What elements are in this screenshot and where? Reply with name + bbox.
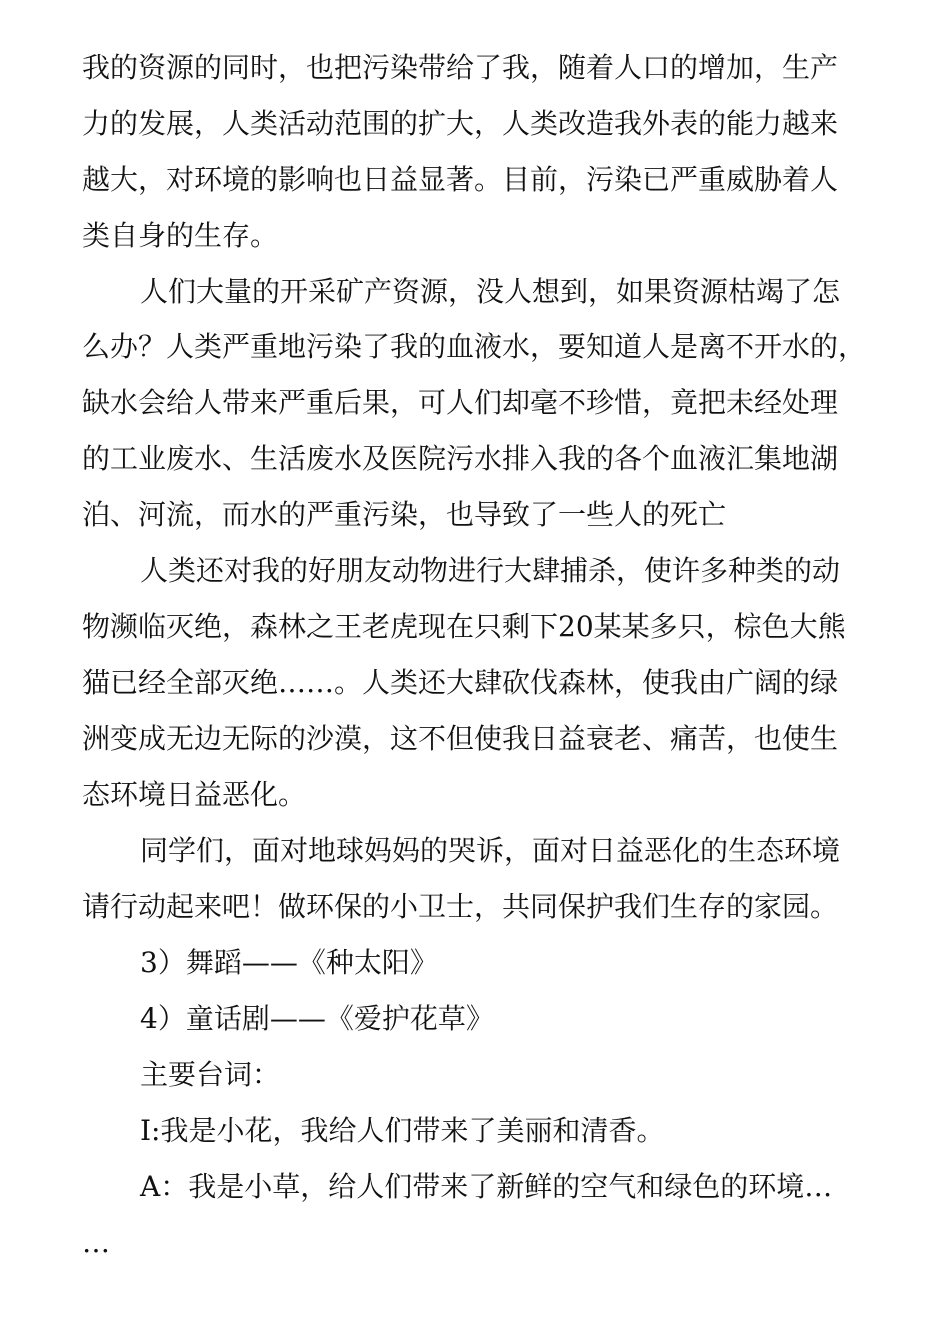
program-item-dance: 3）舞蹈——《种太阳》 xyxy=(140,946,438,979)
text-line: 请行动起来吧！做环保的小卫士，共同保护我们生存的家园。 xyxy=(82,890,839,923)
program-item-play: 4）童话剧——《爱护花草》 xyxy=(140,1002,494,1035)
dialogue-line: A：我是小草，给人们带来了新鲜的空气和绿色的环境… xyxy=(140,1170,833,1203)
text-line: 我的资源的同时，也把污染带给了我，随着人口的增加，生产 xyxy=(82,51,839,84)
paragraph-start: 同学们，面对地球妈妈的哭诉，面对日益恶化的生态环境 xyxy=(140,834,841,867)
text-line: … xyxy=(82,1226,110,1259)
text-line: 力的发展，人类活动范围的扩大，人类改造我外表的能力越来 xyxy=(82,107,839,140)
text-line: 类自身的生存。 xyxy=(82,219,279,252)
text-line: 么办？人类严重地污染了我的血液水，要知道人是离不开水的， xyxy=(82,330,867,363)
dialogue-line: I:我是小花，我给人们带来了美丽和清香。 xyxy=(140,1114,665,1147)
text-line: 越大，对环境的影响也日益显著。目前，污染已严重威胁着人 xyxy=(82,163,839,196)
text-line: 缺水会给人带来严重后果，可人们却毫不珍惜，竟把未经处理 xyxy=(82,386,839,419)
text-line: 物濒临灭绝，森林之王老虎现在只剩下20某某多只，棕色大熊 xyxy=(82,610,846,643)
text-line: 态环境日益恶化。 xyxy=(82,778,307,811)
text-line: 泊、河流，而水的严重污染，也导致了一些人的死亡 xyxy=(82,498,727,531)
text-line: 洲变成无边无际的沙漠，这不但使我日益衰老、痛苦，也使生 xyxy=(82,722,839,755)
text-line: 猫已经全部灭绝……。人类还大肆砍伐森林，使我由广阔的绿 xyxy=(82,666,839,699)
paragraph-start: 人类还对我的好朋友动物进行大肆捕杀，使许多种类的动 xyxy=(140,554,841,587)
section-label: 主要台词： xyxy=(140,1058,281,1091)
paragraph-start: 人们大量的开采矿产资源，没人想到，如果资源枯竭了怎 xyxy=(140,275,841,308)
text-line: 的工业废水、生活废水及医院污水排入我的各个血液汇集地湖 xyxy=(82,442,839,475)
